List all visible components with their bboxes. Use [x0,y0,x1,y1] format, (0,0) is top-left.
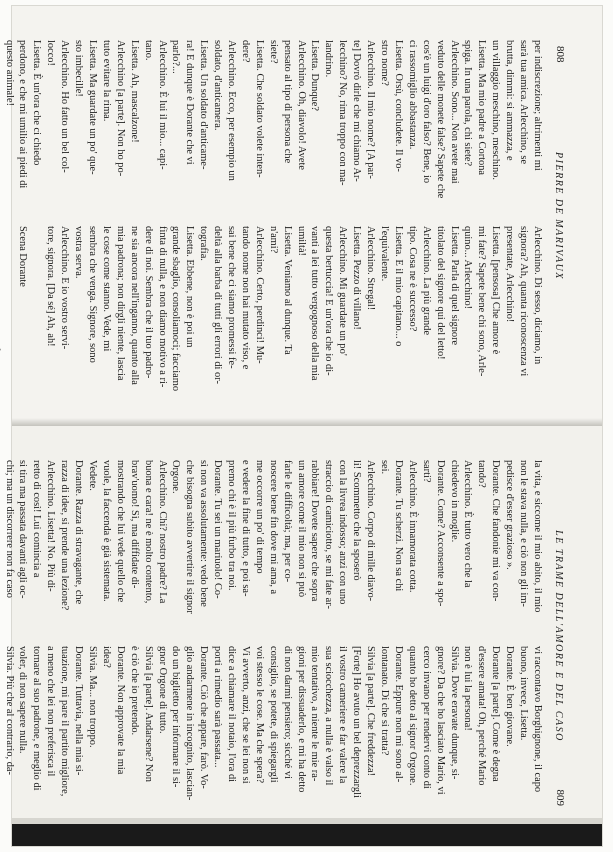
text-line: dice a chiamare il notaio, l'ora di [225,646,237,783]
text-line: [Forte] Ho avuto un bel deprezzargli [350,646,362,798]
text-line: Dorante. Tuttavia, nella mia si- [72,646,84,776]
text-line [1,226,15,392]
text-line: tuto evitare la rima. [100,40,112,122]
text-line: un villaggio meschino, meschino. [489,40,501,180]
text-line: pensato al tipo di persona che [281,40,293,164]
left-page-number: 808 [553,46,566,63]
text-line: sì non va assolutamente: vedo bene [197,460,209,607]
text-line: Arlecchino. È lui il mio... capi- [156,40,168,170]
text-line: straccio di camiciotto, se mi fate ar- [322,460,334,609]
text-line: titolato del signore qui del letto! [434,226,446,360]
text-line: deltà alla barba di tutti gli errori di or- [211,226,223,384]
text-line: brav'uomo! Sì, ma diffidate di- [128,460,140,589]
text-line: vostra serva. [72,226,84,279]
text-line: si tira ma passata davanti agli oc- [16,460,28,599]
text-line: un amore come il mio non si può [295,460,307,598]
text-line: Silvia [a parte]. Che freddezza! [364,646,376,777]
text-line: gnore? Da che ho lasciato Mario, vi [434,646,446,795]
text-line: quino... Arlecchino! [461,226,473,310]
text-line: sua sciocchezza, a nulla è valso il [322,646,334,786]
text-line: Dorante [a parte]. Come è degna [489,646,501,782]
text-line: buono, invece, Lisetta. [517,646,529,741]
text-line: tografia. [197,226,209,261]
text-line: n'ami? [267,226,279,254]
text-line: e vedere la fine di tutto, e poi sa- [239,460,251,597]
text-line: Lisetta. Veniamo al dunque. Ta [281,226,293,355]
text-line: pedisce d'esser grazioso ». [503,460,515,570]
right-page [3,426,602,846]
text-line: ci rassomiglio abbastanza. [406,40,418,150]
book-spread [3,6,602,846]
text-line: è ciò che io pretendo. [128,646,140,736]
text-line: a meno che lei non preferisca il [44,646,56,777]
text-line: Arlecchino. Corpo di mille diavo- [364,460,376,602]
text-line: ra! E dunque è Dorante che vi [183,40,195,165]
text-line: sai bene che ci siamo promessi fe- [225,226,237,369]
text-line: mostrando che lui vede quello che [114,460,126,603]
text-line: Arlecchino. Certo, perdinci! Mu- [253,226,265,364]
text-line: tando nome non hai mutato viso, e [239,226,251,370]
text-line: Orgone. [169,460,181,494]
text-line: parlo?... [169,40,181,74]
text-line: Arlecchino. E io vostro servi- [58,226,70,350]
text-line: ne sia ancora nell'inganno, quanto alla [128,226,140,385]
text-line: chi; ma un discorrere non fa caso [3,460,15,598]
text-line: la vita, e siccome il mio abito, il mio [531,460,543,613]
text-line: Arlecchino. È innamorata cotta. [406,460,418,593]
text-line: Lisetta. È un'ora che ci chiedo [30,40,42,166]
left-running-header: PIERRE DE MARIVAUX [552,152,564,280]
text-line: tornare al suo padrone, e meglio di [30,646,42,791]
right-page-number: 809 [553,789,566,806]
text-line: che bisogna subito avvertire il signor [183,460,195,614]
text-line: dere di noi. Sembra che il tuo padro- [142,226,154,379]
left-page [3,6,602,426]
text-line: glio andarmene in incognito, lascian- [183,646,195,801]
text-line: Arlecchino. Stregal! [364,226,376,311]
text-line: siete? [267,40,279,64]
text-line: do un biglietto per informare il si- [169,646,181,788]
text-line: porti a rimedio sarà passata... [211,646,223,768]
text-line: li! Scommetto che la sposerò [350,460,362,581]
text-line [0,226,1,392]
right-column-2 [0,646,544,812]
text-line: Dorante. Tu sei un mariuolo! Co- [211,460,223,599]
text-line: Arlecchino. Di sesso, diciamo, in [531,226,543,365]
text-line: sarà tua amica. Arlecchino, se [517,40,529,165]
text-line: me occorre un po' di tempo [253,460,265,574]
text-line: vuole, la faccenda è già sistemata. [100,460,112,602]
text-line: non è lui la persona! [461,646,473,731]
text-line: cos'è un luigi d'oro falso? Bene, io [420,40,432,184]
text-line: tano. [142,40,154,61]
text-line: dere? [239,40,251,63]
text-line: per indiscrezione; altrimenti mi [531,40,543,171]
text-line: buona e cara! ne è molto contento, [142,460,154,604]
text-line: Lisetta. Orsù, concludete. Il vo- [392,40,404,172]
text-line: Dorante. Eppure non mi sono al- [392,646,404,783]
scanner-dark-border [12,824,602,846]
text-line: sarti? [420,460,432,483]
text-line: Arlecchino [a parte]. Non ho po- [114,40,126,177]
text-line: con la livrea indosso; anzi con uno [336,460,348,605]
text-line: Arlecchino. Oh, diavolo! Avete [295,40,307,170]
text-line: landrino. [322,40,334,78]
text-line: sei. [378,460,390,475]
text-line: Lisetta. Dunque? [309,40,320,111]
text-line: mia padrona; non dirgli niente, lascia [114,226,126,381]
text-line: sto imbecille! [72,40,84,97]
text-line: Silvia. Dove eravate dunque, si- [448,646,460,780]
text-line: quanto ho detto al signor Orgone. [406,646,418,786]
text-line: questa bertuccia! E un'ora che io di- [322,226,334,376]
text-line: grande sbaglio, consoliamoci; facciamo [169,226,181,392]
text-line: brutta, dimmi: si ammazza, e [503,40,515,161]
text-line: mi fate? Sapete bene chi sono, Arle- [475,226,487,377]
text-line: Lisetta. Ma mio padre a Cortona [475,40,487,176]
text-line: Arlecchino. Sono... Non avete mai [448,40,460,184]
right-text-columns [3,460,544,812]
text-line: Lisetta. Ma guardate un po' que- [86,40,98,175]
text-line: voler, di non sapere nulla. [16,646,28,754]
text-line: noscere bene fin dove mi ama, a [267,460,279,595]
text-line: Vedete. [86,460,98,491]
text-line: vanti a lei tutto vergognoso della mia [309,226,320,381]
text-line: presentate, Arlecchino! [503,226,515,323]
text-line: lontanato. Di che si tratta? [378,646,390,756]
text-line: Arlecchino. È tutto vero che la [461,460,473,588]
text-line: voi stesso le cose. Ma che spera? [253,646,265,784]
text-line: Arlecchino. Lisetta! No. Più di- [44,460,56,592]
left-column-1 [0,40,544,206]
text-line: Lisetta. Ah, mascalzone! [128,40,140,143]
text-line: umiltà! [295,226,307,257]
text-line: razza di idee, si prende una lezione? [58,460,70,611]
text-line: l'equivalente. [378,226,390,282]
text-line: Dorante. Che fandonie mi va con- [489,460,501,602]
text-line: non le stava nulla, e ciò non gli im- [517,460,529,607]
text-line: spiga. In una parola, chi siete? [461,40,473,167]
text-line: Silvia. Più che al contrario, da- [3,646,15,775]
text-line: soldato, d'anticamera. [211,40,223,131]
text-line: cerco invano per rendervi conto di [420,646,432,789]
text-line: stro nome? [378,40,390,86]
text-line [0,646,1,812]
text-line: retto di così! Lui comincia a [30,460,42,578]
left-text-columns [3,40,544,392]
text-line: Lisetta. Un soldato d'anticame- [197,40,209,170]
text-line: il vostro cameriere e far valere la [336,646,348,784]
right-running-header: LE TRAME DELL'AMORE E DEL CASO [552,530,564,742]
text-line: tando? [475,460,487,488]
text-line: Dorante. Ciò che appare, farò. Vo- [197,646,209,789]
text-line: signora? Ah, quanta riconoscenza vi [517,226,529,377]
text-line: locco! [44,40,56,66]
text-line: questo animale! [3,40,15,107]
text-line: finta di nulla, e non diamo motivo a ri- [156,226,168,388]
text-line: vi raccontavo Borghignone, il capo [531,646,543,793]
text-line: Dorante. È ben giovane. [503,646,515,747]
text-line: Lisetta. E il mio capitano... o [392,226,404,347]
text-line: Arlecchino. Chi? nostro padre? La [156,460,168,604]
left-column-2 [0,226,544,392]
text-line: d'essere amata! Oh, perché Mario [475,646,487,786]
text-line: di non darmi pensiero; sicché vi [281,646,293,780]
text-line: premo chi è il più furbo tra noi. [225,460,237,591]
text-line: Silvia [a parte]. Andarsene? Non [142,646,154,782]
text-line: gioni per dissuaderlo, e mi ha detto [295,646,307,793]
text-line: rabbiare! Dovete sapere che sopra [309,460,320,602]
text-line: tipo. Cosa ne è successo? [406,226,418,332]
text-line: Dorante. Razza di stravagante, che [72,460,84,605]
text-line: Lisetta. [pensosa] Che amore è [489,226,501,355]
text-line: le cose come stanno. Vede, mi [100,226,112,352]
text-line: idea? [100,646,112,668]
text-line: tore, signora. [Da sé] Ah, ah! [44,226,56,347]
text-line: lecchino? No, rima troppo con ma- [336,40,348,186]
text-line: Lisetta. Parla di quel signore [448,226,460,346]
text-line: tuazione, mi pare il partito migliore, [58,646,70,797]
text-line: Lisetta. Che soldato volete inten- [253,40,265,178]
text-line: te] Dovrò dirle che mi chiamo Ar- [350,40,362,182]
text-line: Scena Dorante [16,226,28,287]
text-line: Dorante. Come? Acconsente a spo- [434,460,446,607]
text-line: farle le difficoltà; ma, per co- [281,460,293,583]
text-line: consiglio, se potete, di spiegargli [267,646,279,783]
text-line: chiedevo in moglie. [448,460,460,543]
text-line: Lisetta. Ebbene, non è poi un [183,226,195,348]
text-line: Silvia. Ma... non troppo. [86,646,98,748]
text-line [0,40,1,206]
text-line: Arlecchino. Mi guardate un po' [336,226,348,356]
right-column-1 [0,460,544,626]
text-line [0,460,1,626]
text-line: perdono, e che mi umilio ai piedi di [16,40,28,189]
text-line: Arlecchino. La più grande [420,226,432,336]
text-line: Vi avverto, anzi, che se lei non si [239,646,251,784]
text-line: Arlecchino. Ecco, per esempio un [225,40,237,181]
text-line: mio tentativo, a niente le mie ra- [309,646,320,782]
text-line: veduto delle monete false? Sapete che [434,40,446,199]
text-line: Dorante. Non approvate la mia [114,646,126,775]
text-line [29,226,43,392]
text-line: sembra che venga. Signore, sono [86,226,98,363]
text-line: Dorante. Tu scherzi. Non sa chi [392,460,404,592]
text-line: gnor Orgone di tutto. [156,646,168,734]
text-line: Arlecchino. Ho fatto un bel col- [58,40,70,173]
text-line: Arlecchino. Il mio nome? [A par- [364,40,376,179]
text-line: Lisetta. Pezzo di villano! [350,226,362,330]
